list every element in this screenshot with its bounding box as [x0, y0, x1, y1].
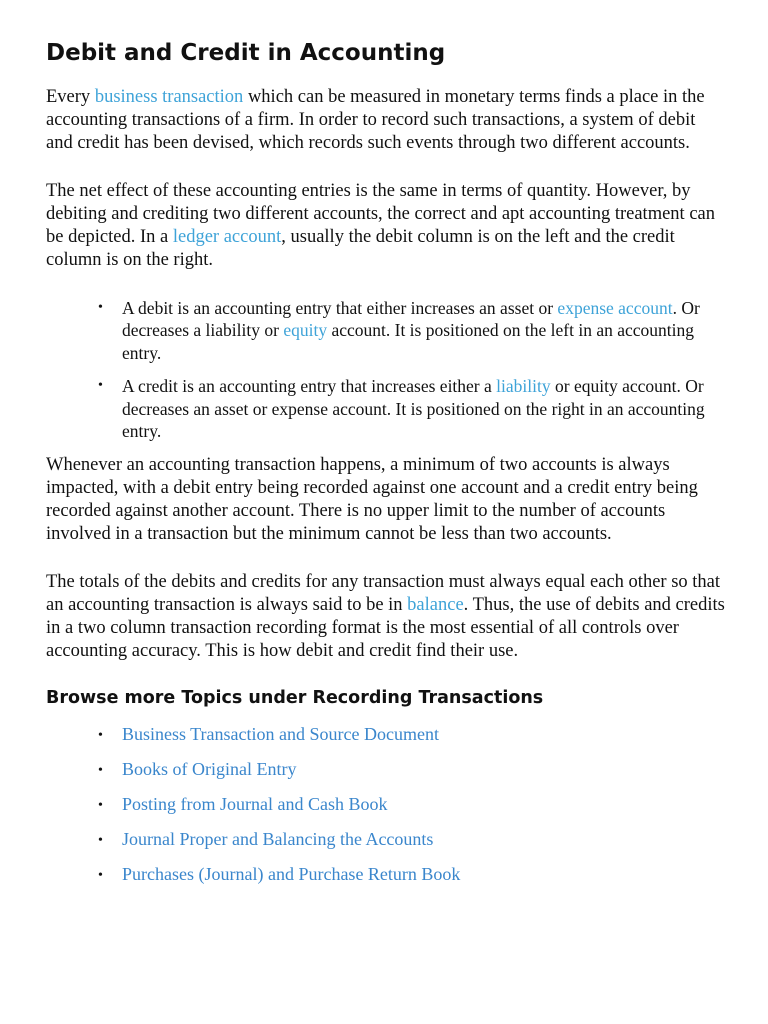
list-item	[122, 723, 726, 746]
link-balance[interactable]: balance	[407, 594, 464, 615]
list-item	[122, 758, 726, 781]
topics-list	[46, 723, 726, 886]
text: A debit is an accounting entry that either increases an asset or	[122, 297, 558, 318]
article	[46, 40, 726, 898]
text: account. It is positioned on the left in an accounting entry.	[122, 320, 694, 363]
topic-link-journal-proper[interactable]: Journal Proper and Balancing the Accounts	[122, 828, 434, 849]
text: The net effect of these accounting entries is the same in terms of quantity. However, by debiting and crediting two different accounts, the correct and apt accounting treatment can be depicted. In a	[46, 180, 715, 247]
list-item-debit	[122, 297, 726, 365]
list-item	[122, 828, 726, 851]
paragraph-intro	[46, 86, 726, 155]
text: . Thus, the use of debits and credits in a two column transaction recording format is the most essential of all controls over accounting accuracy. This is how debit and credit find their use.	[46, 594, 725, 661]
text: which can be measured in monetary terms finds a place in the accounting transactions of a firm. In order to record such transactions, a system of debit and credit has been devised, which records such events through two different accounts.	[46, 86, 705, 153]
topic-link-business-transaction[interactable]: Business Transaction and Source Document	[122, 723, 439, 744]
list-item-credit	[122, 375, 726, 443]
text: Every	[46, 86, 95, 107]
text: A credit is an accounting entry that increases either a	[122, 376, 497, 397]
link-liability[interactable]: liability	[496, 376, 551, 397]
page-title: Debit and Credit in Accounting	[46, 40, 446, 66]
browse-heading: Browse more Topics under Recording Transactions	[46, 687, 544, 708]
link-business-transaction[interactable]: business transaction	[94, 86, 244, 107]
text: . Or decreases a liability or	[122, 297, 700, 341]
text: The totals of the debits and credits for any transaction must always equal each other so that an accounting transaction is always said to be in	[46, 571, 721, 615]
topic-link-posting-from-journal[interactable]: Posting from Journal and Cash Book	[122, 793, 388, 814]
link-equity[interactable]: equity	[283, 320, 328, 341]
topic-link-books-of-original-entry[interactable]: Books of Original Entry	[122, 758, 297, 779]
paragraph-totals	[46, 571, 726, 663]
paragraph-net-effect	[46, 180, 726, 272]
list-item	[122, 793, 726, 816]
link-ledger-account[interactable]: ledger account	[172, 226, 282, 247]
text: , usually the debit column is on the left and the credit column is on the right.	[46, 226, 675, 270]
definition-list	[46, 297, 726, 443]
paragraph-minimum-accounts: Whenever an accounting transaction happens, a minimum of two accounts is always impacted, with a debit entry being recorded against one account and a credit entry being recorded against another account. There is no upper limit to the number of accounts involved in a transaction but the minimum cannot be less than two accounts.	[46, 454, 698, 544]
link-expense-account[interactable]: expense account	[557, 297, 673, 318]
list-item	[122, 863, 726, 886]
text: or equity account. Or decreases an asset or expense account. It is positioned on the right in an accounting entry.	[122, 376, 705, 442]
topic-link-purchases-journal[interactable]: Purchases (Journal) and Purchase Return Book	[122, 863, 461, 884]
